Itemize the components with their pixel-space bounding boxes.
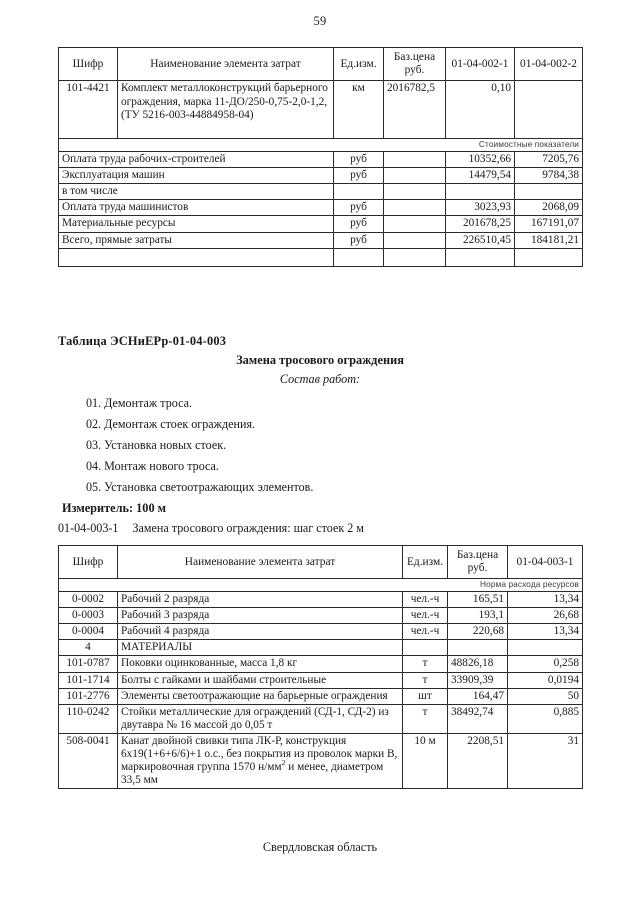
cell-col1: 0,10 — [446, 81, 515, 139]
cell-unit: чел.-ч — [403, 624, 448, 640]
cell-base-price: 164,47 — [448, 688, 508, 704]
table-row — [59, 168, 583, 184]
cell-code: 101-0787 — [59, 656, 118, 672]
measurement-unit-label: Измеритель: 100 м — [62, 501, 167, 515]
cell-spacer — [59, 248, 334, 266]
cell-col1: 3023,93 — [446, 200, 515, 216]
cell-code: 101-2776 — [59, 688, 118, 704]
cell-unit: руб — [334, 216, 384, 232]
cell-name: Всего, прямые затраты — [59, 232, 334, 248]
cell-unit: км — [334, 81, 384, 139]
table1-cost-body — [59, 152, 583, 267]
cell-base-price: 48826,18 — [448, 656, 508, 672]
cell-base-price: 38492,74 — [448, 704, 508, 733]
cell-qty: 0,0194 — [508, 672, 583, 688]
cell-unit: руб — [334, 200, 384, 216]
cell-code: 101-4421 — [59, 81, 118, 139]
cell-code: 0-0003 — [59, 608, 118, 624]
cell-name: Эксплуатация машин — [59, 168, 334, 184]
cell-col2: 7205,76 — [515, 152, 583, 168]
works-composition-label: Состав работ: — [279, 372, 361, 386]
cell-group-code: 4 — [59, 640, 118, 656]
cell-base-price: 2016782,5 — [384, 81, 446, 139]
cell-name: Поковки оцинкованные, масса 1,8 кг — [118, 656, 403, 672]
cell-unit: руб — [334, 152, 384, 168]
cell-base-price — [384, 168, 446, 184]
cell-base-price — [384, 200, 446, 216]
cell-unit: шт — [403, 688, 448, 704]
table-header-row — [59, 48, 583, 81]
cell-qty: 31 — [508, 733, 583, 788]
cell-qty: 26,68 — [508, 608, 583, 624]
cell-unit: чел.-ч — [403, 592, 448, 608]
cell-code: 101-1714 — [59, 672, 118, 688]
table-row — [59, 216, 583, 232]
table-row — [59, 704, 583, 733]
table-row — [59, 688, 583, 704]
cell-base-price: 165,51 — [448, 592, 508, 608]
header-base-price-line2: руб. — [404, 64, 425, 77]
header-element-name: Наименование элемента затрат — [118, 48, 334, 81]
norm-line — [58, 521, 364, 536]
cell-unit: руб — [334, 232, 384, 248]
cell-col1: 201678,25 — [446, 216, 515, 232]
header-norm-01-04-002-1: 01-04-002-1 — [446, 48, 515, 81]
cell-group-name: МАТЕРИАЛЫ — [118, 640, 403, 656]
cell-name: Стойки металлические для ограждений (СД-1, СД-2) из двутавра № 16 массой до 0,05 т — [118, 704, 403, 733]
cell-unit: 10 м — [403, 733, 448, 788]
cell-qty: 13,34 — [508, 592, 583, 608]
cell-base-price: 2208,51 — [448, 733, 508, 788]
cell-code: 0-0004 — [59, 624, 118, 640]
cell-col1: 14479,54 — [446, 168, 515, 184]
table-row — [59, 232, 583, 248]
cell-spacer — [384, 248, 446, 266]
work-item: 05. Установка светоотражающих элементов. — [86, 480, 314, 494]
table-header-row — [59, 546, 583, 579]
table-row — [59, 733, 583, 788]
cell-unit: т — [403, 704, 448, 733]
cell-base-price — [384, 184, 446, 200]
table-row — [59, 624, 583, 640]
table-row-group-header — [59, 640, 583, 656]
table-row — [59, 672, 583, 688]
band-label-cost-indicators: Стоимостные показатели — [59, 139, 583, 152]
resources-table-01-04-003 — [58, 545, 583, 789]
cell-qty — [508, 640, 583, 656]
cell-name: Комплект металлоконструкций барьерного ограждения, марка 11-ДО/250-0,75-2,0-1,2, (ТУ 5216-003-44884958-04) — [118, 81, 334, 139]
header-element-name: Наименование элемента затрат — [118, 546, 403, 579]
cell-spacer — [446, 248, 515, 266]
table-row — [59, 656, 583, 672]
cell-name: Болты с гайками и шайбами строительные — [118, 672, 403, 688]
table-row — [59, 608, 583, 624]
cell-unit: т — [403, 656, 448, 672]
table-row — [59, 200, 583, 216]
cell-col2: 184181,21 — [515, 232, 583, 248]
table-row-spacer — [59, 248, 583, 266]
cell-name: Оплата труда рабочих-строителей — [59, 152, 334, 168]
cell-col1: 226510,45 — [446, 232, 515, 248]
norm-text: Замена тросового ограждения: шаг стоек 2 м — [132, 521, 364, 535]
cell-code: 0-0002 — [59, 592, 118, 608]
cell-name: Рабочий 3 разряда — [118, 608, 403, 624]
cell-code: 110-0242 — [59, 704, 118, 733]
cell-base-price — [384, 216, 446, 232]
cell-base-price: 193,1 — [448, 608, 508, 624]
cell-qty: 0,258 — [508, 656, 583, 672]
table-row — [59, 592, 583, 608]
page-number: 59 — [313, 14, 327, 28]
band-row-cost-indicators — [59, 139, 583, 152]
header-base-price — [448, 546, 508, 579]
table2-band — [59, 579, 583, 592]
header-cipher: Шифр — [59, 546, 118, 579]
cell-qty: 0,885 — [508, 704, 583, 733]
cell-name: Оплата труда машинистов — [59, 200, 334, 216]
header-base-price-line1: Баз.цена — [456, 549, 499, 561]
cell-base-price: 220,68 — [448, 624, 508, 640]
work-item: 02. Демонтаж стоек ограждения. — [86, 417, 256, 431]
cell-base-price — [384, 152, 446, 168]
cell-name: Рабочий 4 разряда — [118, 624, 403, 640]
cell-code: 508-0041 — [59, 733, 118, 788]
band-label-resource-norm: Норма расхода ресурсов — [59, 579, 583, 592]
cell-unit: руб — [334, 168, 384, 184]
header-norm-01-04-002-2: 01-04-002-2 — [515, 48, 583, 81]
cell-col2: 167191,07 — [515, 216, 583, 232]
cell-col2 — [515, 184, 583, 200]
header-unit: Ед.изм. — [334, 48, 384, 81]
cell-col1: 10352,66 — [446, 152, 515, 168]
work-item: 04. Монтаж нового троса. — [86, 459, 219, 473]
cell-base-price — [448, 640, 508, 656]
table-row — [59, 152, 583, 168]
cell-unit — [334, 184, 384, 200]
header-base-price-line2: руб. — [467, 562, 488, 575]
work-item: 01. Демонтаж троса. — [86, 396, 192, 410]
cell-col2: 2068,09 — [515, 200, 583, 216]
footer-region: Свердловская область — [262, 840, 378, 854]
table-row — [59, 184, 583, 200]
header-base-price — [384, 48, 446, 81]
cell-name: Рабочий 2 разряда — [118, 592, 403, 608]
cell-name: Элементы светоотражающие на барьерные ограждения — [118, 688, 403, 704]
cell-name: Материальные ресурсы — [59, 216, 334, 232]
table-caption: Таблица ЭСНиЕРр-01-04-003 — [58, 334, 227, 348]
work-item: 03. Установка новых стоек. — [86, 438, 227, 452]
cell-col2: 9784,38 — [515, 168, 583, 184]
table2-materials-body — [59, 640, 583, 789]
table2-labor-body — [59, 592, 583, 640]
cell-spacer — [334, 248, 384, 266]
cell-col1 — [446, 184, 515, 200]
header-unit: Ед.изм. — [403, 546, 448, 579]
cell-name: Канат двойной свивки типа ЛК-Р, конструкция 6x19(1+6+6/6)+1 о.с., без покрытия из проволок марки В, маркировочная группа 1570 $н/мм^2$ и менее, диаметром 33,5 мм — [118, 733, 403, 788]
cell-col2 — [515, 81, 583, 139]
header-norm-01-04-003-1: 01-04-003-1 — [508, 546, 583, 579]
table-row — [59, 81, 583, 139]
cell-qty: 13,34 — [508, 624, 583, 640]
cell-base-price — [384, 232, 446, 248]
cell-unit: чел.-ч — [403, 608, 448, 624]
cell-unit — [403, 640, 448, 656]
cell-base-price: 33909,39 — [448, 672, 508, 688]
cell-name: в том числе — [59, 184, 334, 200]
table1-resource-body — [59, 81, 583, 152]
band-row-resource-norm — [59, 579, 583, 592]
section-title: Замена тросового ограждения — [236, 353, 404, 367]
norm-code: 01-04-003-1 — [58, 521, 119, 535]
cell-qty: 50 — [508, 688, 583, 704]
header-base-price-line1: Баз.цена — [393, 51, 436, 63]
header-cipher: Шифр — [59, 48, 118, 81]
cell-unit: т — [403, 672, 448, 688]
cell-spacer — [515, 248, 583, 266]
costs-table-01-04-002 — [58, 47, 583, 267]
